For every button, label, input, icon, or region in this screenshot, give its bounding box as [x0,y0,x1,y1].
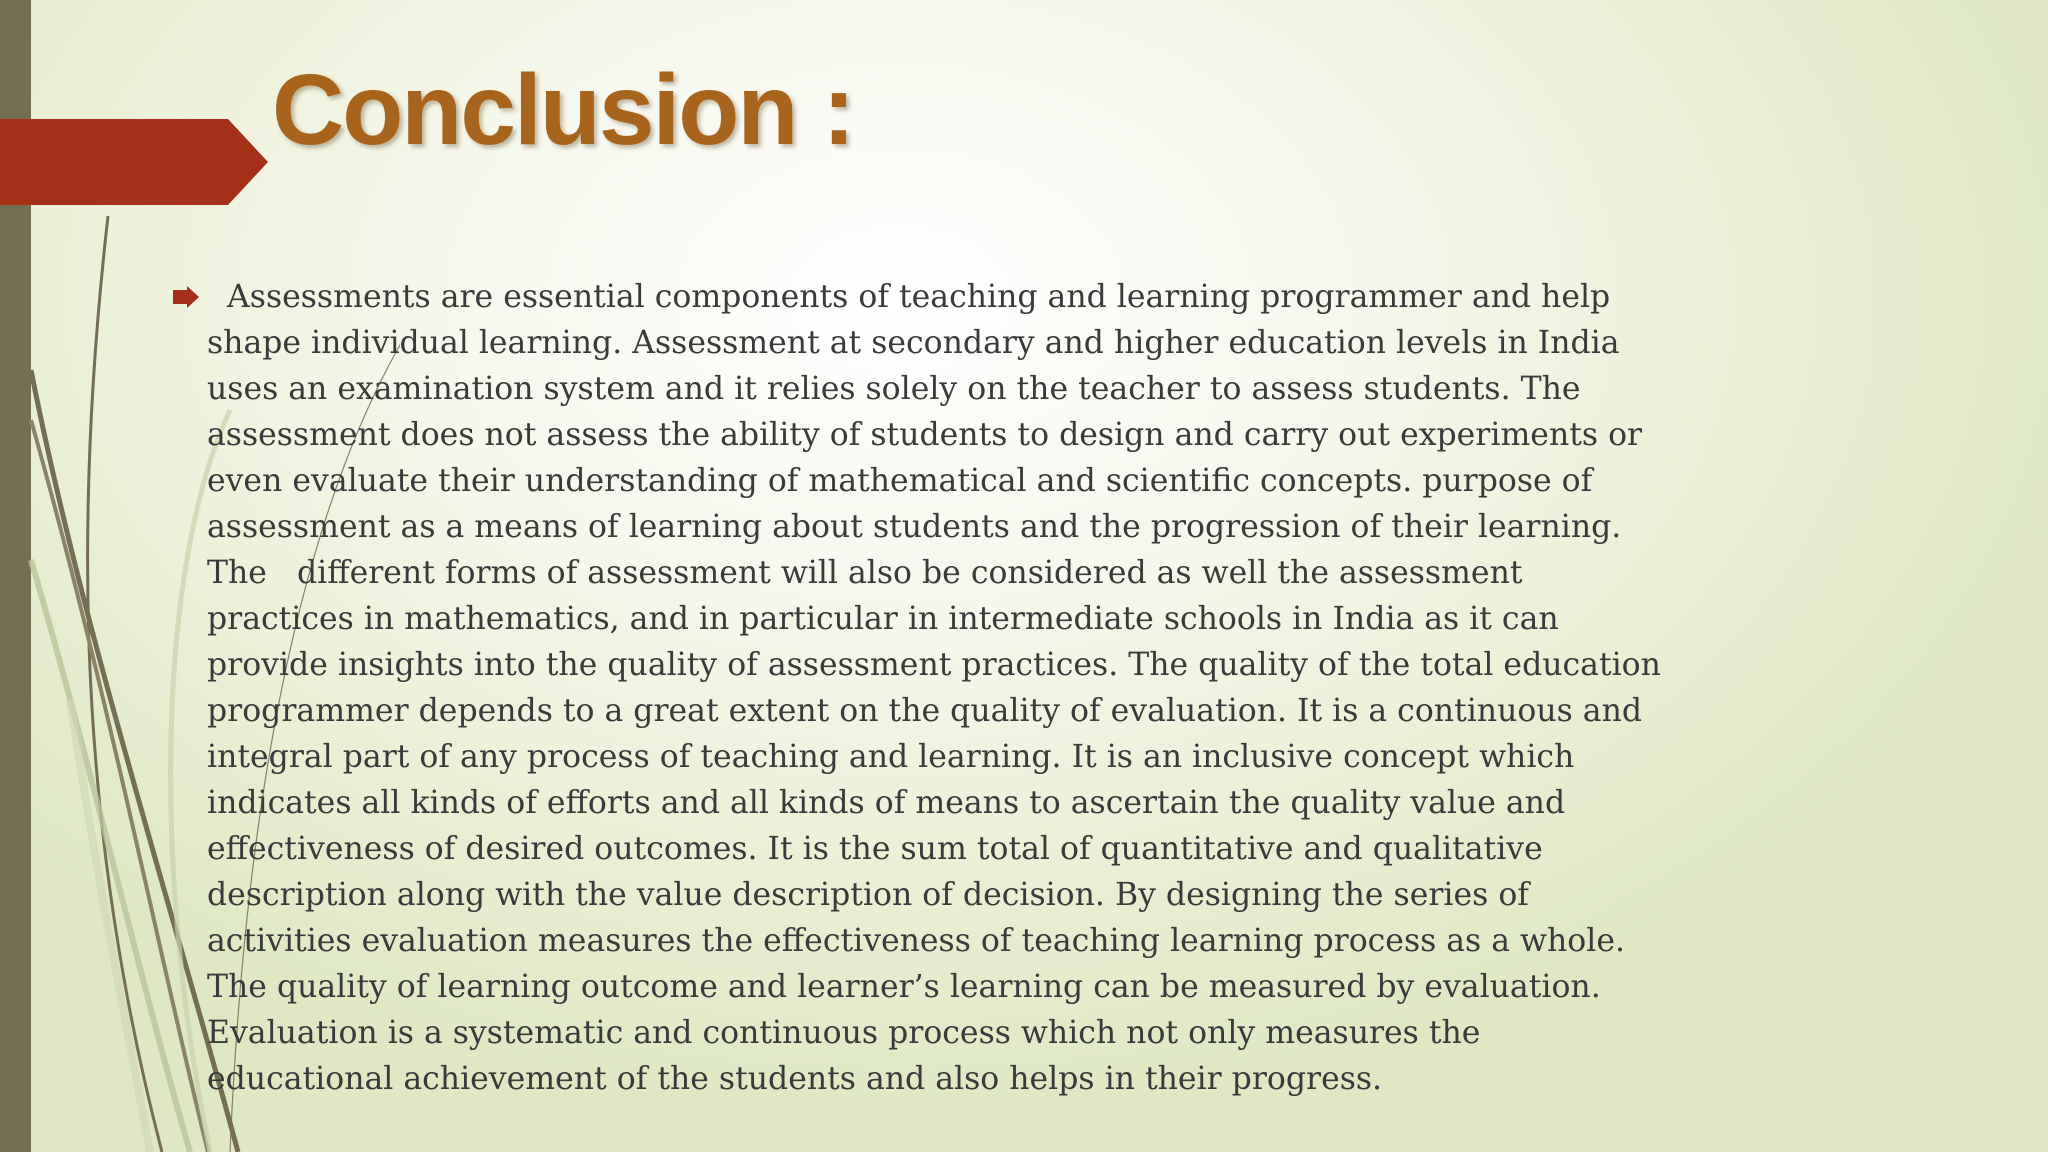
paragraph-line: Evaluation is a systematic and continuous process which not only measures the [207,1015,1481,1051]
paragraph-line: provide insights into the quality of assessment practices. The quality of the total education [207,647,1661,683]
paragraph-line: assessment as a means of learning about students and the progression of their learning. [207,509,1622,545]
paragraph-line: The different forms of assessment will also be considered as well the assessment [207,555,1523,591]
paragraph-line: educational achievement of the students and also helps in their progress. [207,1061,1383,1097]
paragraph-line: shape individual learning. Assessment at secondary and higher education levels in India [207,325,1620,361]
title-ribbon-arrow [0,119,270,205]
paragraph-line: assessment does not assess the ability of students to design and carry out experiments or [207,417,1643,453]
paragraph-line: indicates all kinds of efforts and all kinds of means to ascertain the quality value and [207,785,1566,821]
paragraph-line: programmer depends to a great extent on the quality of evaluation. It is a continuous and [207,693,1643,729]
paragraph-line: integral part of any process of teaching and learning. It is an inclusive concept which [207,739,1575,775]
paragraph-line: practices in mathematics, and in particular in intermediate schools in India as it can [207,601,1559,637]
paragraph-line: Assessments are essential components of teaching and learning programmer and help [207,279,1611,315]
paragraph-line: activities evaluation measures the effectiveness of teaching learning process as a whole. [207,923,1625,959]
paragraph-line: even evaluate their understanding of mathematical and scientific concepts. purpose of [207,463,1593,499]
paragraph-line: description along with the value description of decision. By designing the series of [207,877,1529,913]
conclusion-paragraph [207,274,1667,1102]
paragraph-line: The quality of learning outcome and learner’s learning can be measured by evaluation. [207,969,1601,1005]
slide-title: Conclusion : [272,54,854,166]
paragraph-line: effectiveness of desired outcomes. It is the sum total of quantitative and qualitative [207,831,1543,867]
arrow-bullet-icon [171,286,203,308]
slide-body [207,274,1667,1102]
paragraph-line: uses an examination system and it relies solely on the teacher to assess students. The [207,371,1581,407]
